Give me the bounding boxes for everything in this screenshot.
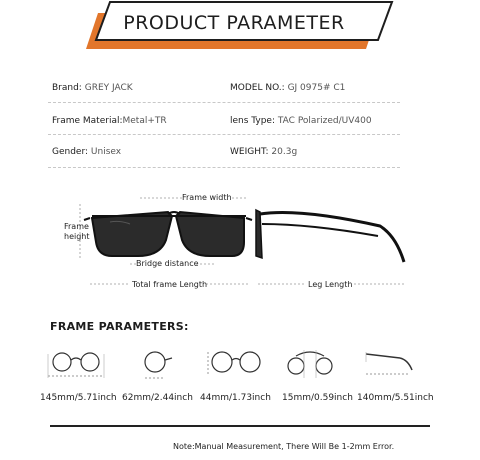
front-view-sunglasses: [84, 212, 252, 256]
total-width-icon: [48, 353, 104, 378]
bridge-icon: [288, 350, 332, 378]
lens-height-value: 44mm/1.73inch: [200, 393, 271, 403]
model-spec: [230, 83, 345, 93]
frame-material-value: Metal+TR: [122, 116, 167, 126]
bottom-divider: [50, 425, 430, 427]
lens-type-label: lens Type:: [230, 116, 275, 126]
bridge-value: 15mm/0.59inch: [282, 393, 353, 403]
frame-width-label: Frame width: [182, 193, 232, 202]
product-parameter-banner: [0, 0, 480, 60]
brand-value: GREY JACK: [84, 83, 133, 93]
frame-height-label-1: Frame: [64, 222, 89, 231]
brand-label: Brand:: [52, 83, 82, 93]
total-width-value: 145mm/5.71inch: [40, 393, 117, 403]
weight-value: 20.3g: [271, 147, 298, 157]
weight-label: WEIGHT:: [230, 147, 269, 157]
total-frame-length-label: Total frame Length: [132, 280, 208, 289]
gender-value: Unisex: [90, 147, 122, 157]
brand-spec: [52, 83, 133, 93]
side-view-sunglasses: [256, 210, 404, 262]
frame-parameters-title: FRAME PARAMETERS:: [50, 320, 189, 333]
weight-spec: [230, 147, 297, 157]
temple-length-icon: [366, 352, 412, 374]
model-label: MODEL NO.:: [230, 83, 285, 93]
leg-length-label: Leg Length: [308, 280, 353, 289]
lens-width-value: 62mm/2.44inch: [122, 393, 193, 403]
frame-material-spec: [52, 116, 167, 126]
lens-type-spec: [230, 116, 372, 126]
gender-label: Gender:: [52, 147, 89, 157]
spec-divider: [48, 102, 400, 103]
spec-divider: [48, 167, 400, 168]
frame-material-label: Frame Material:: [52, 116, 123, 126]
temple-length-value: 140mm/5.51inch: [357, 393, 434, 403]
bridge-distance-label: Bridge distance: [136, 259, 199, 268]
banner-title: PRODUCT PARAMETER: [123, 12, 345, 34]
lens-type-value: TAC Polarized/UV400: [277, 116, 372, 126]
lens-height-icon: [208, 352, 260, 374]
frame-parameter-icons: [0, 340, 480, 390]
lens-width-icon: [145, 352, 172, 378]
frame-height-label-2: height: [64, 232, 90, 241]
model-value: GJ 0975# C1: [287, 83, 346, 93]
spec-divider: [48, 134, 400, 135]
measurement-note: Note:Manual Measurement, There Will Be 1-2mm Error.: [173, 442, 395, 451]
gender-spec: [52, 147, 121, 157]
